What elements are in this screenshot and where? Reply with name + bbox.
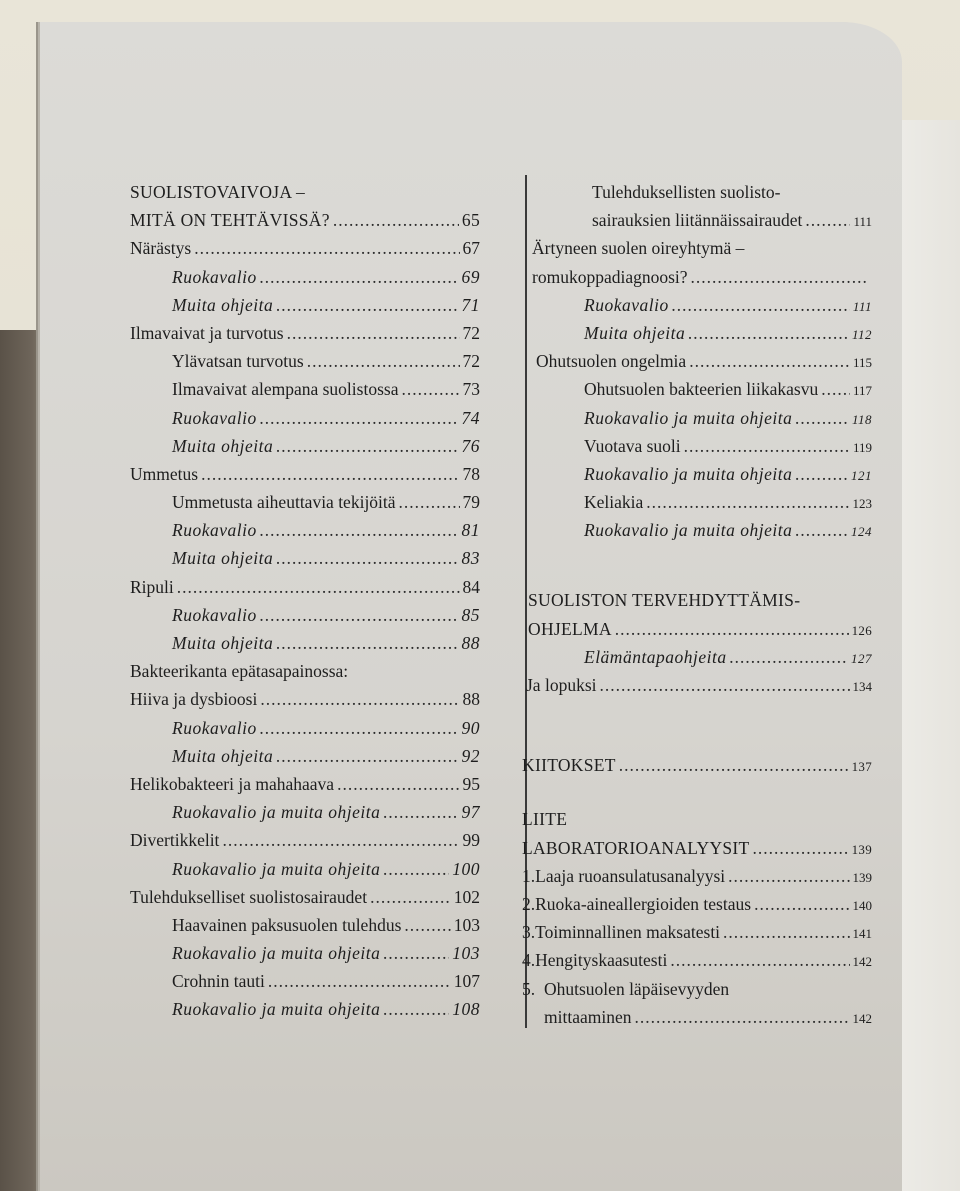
toc-page: 134	[852, 679, 872, 694]
shadow	[0, 330, 40, 1191]
leader-dots	[672, 291, 850, 319]
toc-entry	[522, 834, 872, 862]
leader-dots	[276, 544, 458, 572]
toc-entry	[130, 601, 480, 629]
toc-entry	[522, 890, 872, 918]
toc-title: OHJELMA	[528, 618, 612, 639]
toc-title: Laaja ruoansulatusanalyysi	[535, 865, 726, 886]
toc-page: 76	[461, 435, 480, 456]
toc-entry	[130, 178, 480, 206]
toc-title: Ummetus	[130, 463, 199, 484]
toc-entry	[522, 671, 872, 699]
toc-entry	[130, 770, 480, 798]
toc-page: 85	[461, 604, 480, 625]
toc-page: 112	[851, 326, 872, 342]
toc-title: LABORATORIOANALYYSIT	[522, 837, 750, 858]
toc-page: 119	[852, 439, 872, 455]
toc-title: Ruoka-aineallergioiden testaus	[535, 893, 752, 914]
leader-dots	[260, 601, 459, 629]
toc-page: 142	[852, 1010, 872, 1026]
toc-title: Ummetusta aiheuttavia tekijöitä	[172, 492, 396, 513]
toc-entry	[130, 488, 480, 516]
toc-page: 90	[461, 717, 480, 738]
toc-title: Muita ohjeita	[172, 435, 274, 456]
toc-entry	[522, 805, 872, 833]
item-number: 2.	[522, 893, 536, 914]
leader-dots	[754, 890, 849, 918]
toc-title: Muita ohjeita	[584, 322, 686, 343]
toc-page: 111	[853, 214, 872, 230]
leader-dots	[401, 375, 459, 403]
leader-dots	[333, 206, 459, 234]
leader-dots	[287, 319, 460, 347]
toc-page: 121	[851, 467, 872, 483]
toc-page: 103	[453, 914, 480, 935]
leader-dots	[370, 883, 451, 911]
leader-dots	[260, 685, 459, 713]
item-number: 3.	[522, 922, 536, 943]
toc-title: Ruokavalio	[172, 266, 257, 287]
toc-entry	[522, 643, 872, 671]
toc-title: Muita ohjeita	[172, 294, 274, 315]
toc-title: Muita ohjeita	[172, 745, 274, 766]
toc-title: Bakteerikanta epätasapainossa:	[130, 661, 349, 682]
toc-title: Toiminnallinen maksatesti	[535, 922, 721, 943]
toc-page: 141	[852, 926, 872, 942]
toc-title: Ruokavalio	[172, 520, 257, 541]
toc-entry	[130, 629, 480, 657]
leader-dots	[276, 742, 458, 770]
toc-entry	[522, 975, 872, 1003]
toc-title: Ruokavalio	[584, 294, 669, 315]
toc-entry	[130, 516, 480, 544]
leader-dots	[821, 375, 850, 403]
toc-page: 69	[461, 266, 480, 287]
leader-dots	[276, 291, 458, 319]
toc-title: Ilmavaivat ja turvotus	[130, 322, 284, 343]
leader-dots	[404, 911, 450, 939]
toc-title: LIITE	[522, 809, 568, 830]
item-number: 1.	[522, 865, 536, 886]
toc-page: 78	[462, 463, 480, 484]
leader-dots	[684, 432, 850, 460]
toc-title: Ripuli	[130, 576, 174, 597]
leader-dots	[383, 855, 449, 883]
leader-dots	[276, 629, 458, 657]
toc-page: 73	[462, 379, 480, 400]
toc-title: Ilmavaivat alempana suolistossa	[172, 379, 399, 400]
toc-entry	[130, 432, 480, 460]
leader-dots	[260, 714, 459, 742]
leader-dots	[691, 263, 869, 291]
leader-dots	[260, 263, 459, 291]
toc-title: Ruokavalio ja muita ohjeita	[172, 802, 381, 823]
leader-dots	[634, 1003, 849, 1031]
toc-title: Ruokavalio ja muita ohjeita	[584, 463, 793, 484]
toc-entry	[130, 544, 480, 572]
toc-page: 127	[851, 650, 872, 666]
leader-dots	[177, 573, 460, 601]
leader-dots	[399, 488, 460, 516]
toc-title: SUOLISTOVAIVOJA –	[130, 182, 306, 202]
toc-right-column	[522, 178, 872, 1031]
toc-title: Vuotava suoli	[584, 435, 681, 456]
leader-dots	[646, 488, 849, 516]
toc-page: 139	[852, 869, 872, 885]
toc-title: Muita ohjeita	[172, 633, 274, 653]
toc-entry	[130, 855, 480, 883]
toc-page: 124	[851, 524, 872, 540]
leader-dots	[730, 643, 848, 671]
toc-title: KIITOKSET	[522, 755, 616, 776]
leader-dots	[728, 862, 849, 890]
leader-dots	[307, 347, 460, 375]
leader-dots	[753, 834, 849, 862]
toc-title: Haavainen paksusuolen tulehdus	[172, 914, 402, 935]
toc-entry	[130, 995, 480, 1023]
leader-dots	[383, 939, 449, 967]
toc-page: 107	[453, 971, 480, 992]
toc-title: Ruokavalio ja muita ohjeita	[584, 520, 793, 541]
toc-page: 137	[851, 759, 872, 775]
toc-title: Elämäntapaohjeita	[584, 646, 727, 667]
leader-dots	[222, 826, 459, 854]
toc-page: 67	[462, 238, 480, 259]
spacer	[522, 544, 872, 586]
toc-page: 108	[452, 999, 480, 1020]
toc-title: Ruokavalio ja muita ohjeita	[172, 999, 381, 1020]
toc-left-column	[130, 178, 480, 1024]
toc-title: romukoppadiagnoosi?	[532, 266, 688, 287]
toc-page: 74	[461, 407, 480, 428]
toc-entry	[522, 291, 872, 319]
leader-dots	[619, 751, 849, 779]
toc-title: Ruokavalio	[172, 604, 257, 625]
toc-title: Helikobakteeri ja mahahaava	[130, 773, 335, 794]
toc-page: 92	[461, 745, 480, 766]
leader-dots	[805, 206, 850, 234]
toc-page: 115	[852, 355, 872, 371]
toc-title: sairauksien liitännäissairaudet	[592, 210, 803, 231]
toc-entry	[130, 573, 480, 601]
leader-dots	[795, 516, 848, 544]
toc-title: Ruokavalio ja muita ohjeita	[584, 407, 793, 428]
toc-entry	[130, 685, 480, 713]
toc-title: Närästys	[130, 238, 192, 259]
toc-title: Tulehdukselliset suolistosairaudet	[130, 886, 368, 907]
leader-dots	[689, 347, 850, 375]
toc-page: 88	[461, 633, 480, 653]
leader-dots	[383, 995, 449, 1023]
leader-dots	[600, 671, 850, 699]
spacer	[522, 699, 872, 751]
toc-entry	[130, 798, 480, 826]
toc-title: Ruokavalio ja muita ohjeita	[172, 858, 381, 879]
toc-page: 79	[462, 492, 480, 513]
toc-title: Hiiva ja dysbioosi	[130, 689, 258, 710]
toc-entry	[130, 967, 480, 995]
toc-title: Ruokavalio	[172, 407, 257, 428]
toc-page: 102	[453, 886, 480, 907]
toc-title: Ylävatsan turvotus	[172, 351, 304, 372]
toc-title: SUOLISTON TERVEHDYTTÄMIS-	[528, 590, 801, 611]
leader-dots	[615, 615, 849, 643]
toc-entry	[522, 178, 872, 206]
toc-entry	[522, 206, 872, 234]
leader-dots	[723, 918, 849, 946]
toc-entry	[522, 862, 872, 890]
toc-page: 99	[462, 830, 480, 851]
toc-entry	[130, 460, 480, 488]
toc-entry	[522, 375, 872, 403]
toc-entry	[522, 946, 872, 974]
toc-entry	[522, 1003, 872, 1031]
toc-title: Muita ohjeita	[172, 548, 274, 569]
toc-page: 71	[461, 294, 480, 315]
toc-entry	[130, 375, 480, 403]
leader-dots	[383, 798, 458, 826]
leader-dots	[795, 404, 849, 432]
toc-title: Ja lopuksi	[526, 675, 597, 695]
toc-title: Hengityskaasutesti	[535, 950, 668, 971]
toc-page: 84	[462, 576, 480, 597]
toc-page: 72	[462, 322, 480, 343]
toc-page: 103	[452, 943, 480, 964]
toc-entry	[522, 234, 872, 262]
leader-dots	[670, 946, 849, 974]
back-page-edge	[900, 120, 960, 1191]
leader-dots	[194, 234, 459, 262]
toc-page: 139	[851, 841, 872, 857]
toc-title: Ohutsuolen ongelmia	[536, 351, 687, 372]
toc-entry	[130, 319, 480, 347]
toc-page: 142	[852, 954, 872, 970]
toc-entry	[522, 615, 872, 643]
toc-page: 83	[461, 548, 480, 569]
toc-entry	[522, 404, 872, 432]
toc-entry	[130, 263, 480, 291]
toc-page: 111	[852, 298, 872, 314]
toc-page: 126	[851, 622, 872, 638]
toc-title: Ärtyneen suolen oireyhtymä –	[532, 238, 745, 259]
toc-entry	[522, 460, 872, 488]
toc-page: 118	[851, 411, 872, 427]
toc-page: 81	[461, 520, 480, 541]
toc-title: Ohutsuolen bakteerien liikakasvu	[584, 379, 819, 400]
item-number: 5.	[522, 978, 536, 999]
toc-entry	[130, 911, 480, 939]
toc-title: Keliakia	[584, 492, 644, 513]
toc-title: Tulehduksellisten suolisto-	[592, 182, 781, 202]
toc-page: 117	[852, 383, 872, 399]
toc-entry	[130, 291, 480, 319]
leader-dots	[276, 432, 458, 460]
toc-title: Ohutsuolen läpäisevyyden	[544, 978, 730, 999]
toc-entry	[130, 206, 480, 234]
toc-entry	[130, 714, 480, 742]
leader-dots	[260, 404, 459, 432]
toc-entry	[130, 657, 480, 685]
toc-entry	[522, 319, 872, 347]
toc-page: 65	[461, 210, 480, 231]
toc-entry	[522, 263, 872, 291]
leader-dots	[260, 516, 459, 544]
toc-title: mittaaminen	[544, 1006, 632, 1027]
toc-page: 100	[452, 858, 480, 879]
toc-title: MITÄ ON TEHTÄVISSÄ?	[130, 210, 330, 231]
toc-entry	[130, 404, 480, 432]
spacer	[522, 779, 872, 805]
toc-page: 140	[852, 897, 872, 913]
toc-entry	[130, 234, 480, 262]
item-number: 4.	[522, 950, 536, 971]
leader-dots	[268, 967, 451, 995]
toc-entry	[522, 516, 872, 544]
toc-page: 97	[461, 802, 480, 823]
leader-dots	[201, 460, 459, 488]
toc-entry	[130, 883, 480, 911]
toc-page: 88	[462, 689, 480, 710]
toc-title: Ruokavalio ja muita ohjeita	[172, 943, 381, 964]
toc-entry	[522, 751, 872, 779]
toc-entry	[130, 939, 480, 967]
toc-entry	[130, 826, 480, 854]
leader-dots	[688, 319, 849, 347]
toc-entry	[522, 918, 872, 946]
toc-entry	[130, 347, 480, 375]
toc-entry	[522, 432, 872, 460]
toc-title: Divertikkelit	[130, 830, 220, 851]
toc-title: Ruokavalio	[172, 717, 257, 738]
toc-entry	[522, 586, 872, 614]
toc-page: 123	[852, 496, 872, 512]
toc-entry	[522, 347, 872, 375]
toc-entry	[522, 488, 872, 516]
toc-entry	[130, 742, 480, 770]
toc-page: 95	[462, 773, 480, 794]
leader-dots	[337, 770, 459, 798]
toc-title: Crohnin tauti	[172, 971, 265, 992]
toc-page: 72	[462, 351, 480, 372]
leader-dots	[795, 460, 848, 488]
